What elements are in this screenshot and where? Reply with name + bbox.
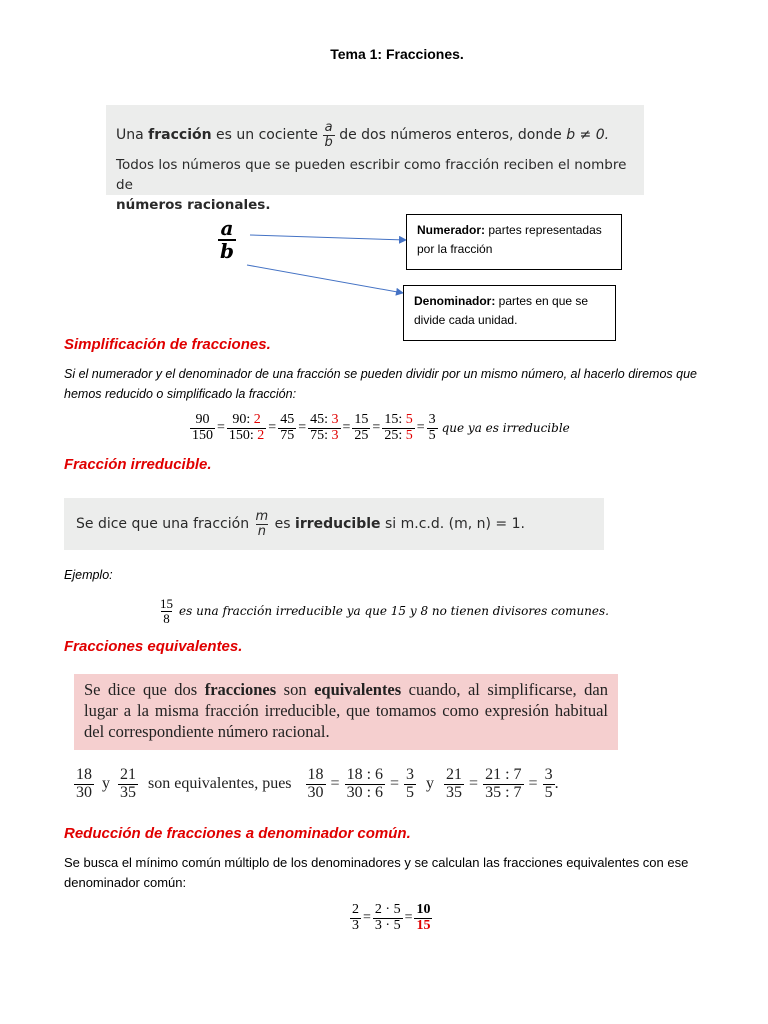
simplification-equation: $\frac{90}{150}$ = $\frac{90: 2}{150: 2}$ = $\frac{45}{75}$ = $\frac{45: 3}{75: 3}$ = $\frac{15}{25}$ = $\frac{15: 5}{25: 5}$ = $\frac{3}{5}$ que ya es irreducible xyxy=(192,411,570,443)
fraction-3-5-a: $\frac{3}{5}$ xyxy=(406,765,415,801)
simplification-text: Si el numerador y el denominador de una fracción se pueden dividir por un mismo número, al hacerlo diremos que hemos reducido o simplificado la fracción: xyxy=(64,367,697,401)
fraction-21-35: $\frac{21}{35}$ xyxy=(120,765,136,801)
numerator-arrow xyxy=(250,235,406,240)
fraction-21-35-div-7: $\frac{21 : 7}{35 : 7}$ xyxy=(485,765,522,801)
definition-line-1: Una fracción es un cociente $\frac{a}{b}$ de dos números enteros, donde b ≠ 0. xyxy=(116,119,610,150)
fraction-90-150-div-2: $\frac{90: 2}{150: 2}$ xyxy=(228,411,265,443)
fraction-3-5-b: $\frac{3}{5}$ xyxy=(544,765,553,801)
fraction-15-8: $\frac{15}{8}$ xyxy=(160,595,173,626)
fraction-18-30-b: $\frac{18}{30}$ xyxy=(307,765,324,801)
denominator-callout: Denominador: partes en que se divide cada unidad. xyxy=(403,285,616,341)
fraction-15-25: $\frac{15}{25}$ xyxy=(354,411,369,443)
irreducible-note: que ya es irreducible xyxy=(441,421,570,435)
irreducible-box: Se dice que una fracción $\frac{m}{n}$ es irreducible si m.c.d. (m, n) = 1. xyxy=(64,498,604,550)
equivalent-heading: Fracciones equivalentes. xyxy=(64,638,243,655)
example-text: es una fracción irreducible ya que 15 y 8 no tienen divisores comunes. xyxy=(179,604,609,618)
irreducible-term: irreducible xyxy=(295,516,381,532)
simplification-heading: Simplificación de fracciones. xyxy=(64,336,271,353)
denominator-arrow xyxy=(247,265,403,293)
fraction-term: fracción xyxy=(148,127,212,143)
callout-arrows xyxy=(0,0,768,320)
fraction-18-30-div-6: $\frac{18 : 6}{30 : 6}$ xyxy=(346,765,384,801)
fraction-21-35-b: $\frac{21}{35}$ xyxy=(446,765,463,801)
fraction-m-n: $\frac{m}{n}$ xyxy=(255,508,269,539)
big-fraction: $\frac{a}{b}$ xyxy=(220,216,234,263)
fraction-3-5: $\frac{3}{5}$ xyxy=(428,411,436,443)
fraction-45-75-div-3: $\frac{45: 3}{75: 3}$ xyxy=(310,411,339,443)
irreducible-heading: Fracción irreducible. xyxy=(64,456,212,473)
fraction-2-3: $\frac{2}{3}$ xyxy=(352,901,359,933)
fraction-45-75: $\frac{45}{75}$ xyxy=(280,411,295,443)
irreducible-example xyxy=(158,591,609,631)
numerator-callout: Numerador: partes representadas por la fracción xyxy=(406,214,622,270)
fraction-10-15: $\frac{10}{15}$ xyxy=(416,901,431,933)
page-title: Tema 1: Fracciones. xyxy=(330,46,464,62)
fraction-15-25-div-5: $\frac{15: 5}{25: 5}$ xyxy=(384,411,413,443)
fraction-90-150: $\frac{90}{150}$ xyxy=(192,411,213,443)
equivalent-example: $\frac{18}{30}$ y $\frac{21}{35}$ son equivalentes, pues $\frac{18}{30}$ = $\frac{18 : 6}{30 : 6}$ = $\frac{3}{5}$ y $\frac{21}{35}$ = $\frac{21 : 7}{35 : 7}$ = $\frac{3}{5}$ . xyxy=(76,765,559,801)
example-label: Ejemplo: xyxy=(64,568,113,582)
common-denominator-heading: Reducción de fracciones a denominador común. xyxy=(64,825,411,842)
condition: b ≠ 0. xyxy=(566,127,610,143)
equivalent-box: Se dice que dos fracciones son equivalentes cuando, al simplificarse, dan lugar a la misma fracción irreducible, que tomamos como expresión habitual del correspondiente número racional. xyxy=(74,674,618,750)
fraction-18-30: $\frac{18}{30}$ xyxy=(76,765,92,801)
definition-line-3: números racionales. xyxy=(116,197,271,213)
fraction-2x5-3x5: $\frac{2 \cdot 5}{3 \cdot 5}$ xyxy=(374,901,401,933)
common-denominator-text: Se busca el mínimo común múltiplo de los denominadores y se calculan las fracciones equivalentes con ese denominador común: xyxy=(64,855,689,890)
fraction-a-b: $\frac{a}{b}$ xyxy=(324,119,333,150)
definition-line-2: Todos los números que se pueden escribir como fracción reciben el nombre de xyxy=(116,157,627,193)
common-denominator-equation: $\frac{2}{3}$ = $\frac{2 \cdot 5}{3 \cdot 5}$ = $\frac{10}{15}$ xyxy=(352,901,431,933)
